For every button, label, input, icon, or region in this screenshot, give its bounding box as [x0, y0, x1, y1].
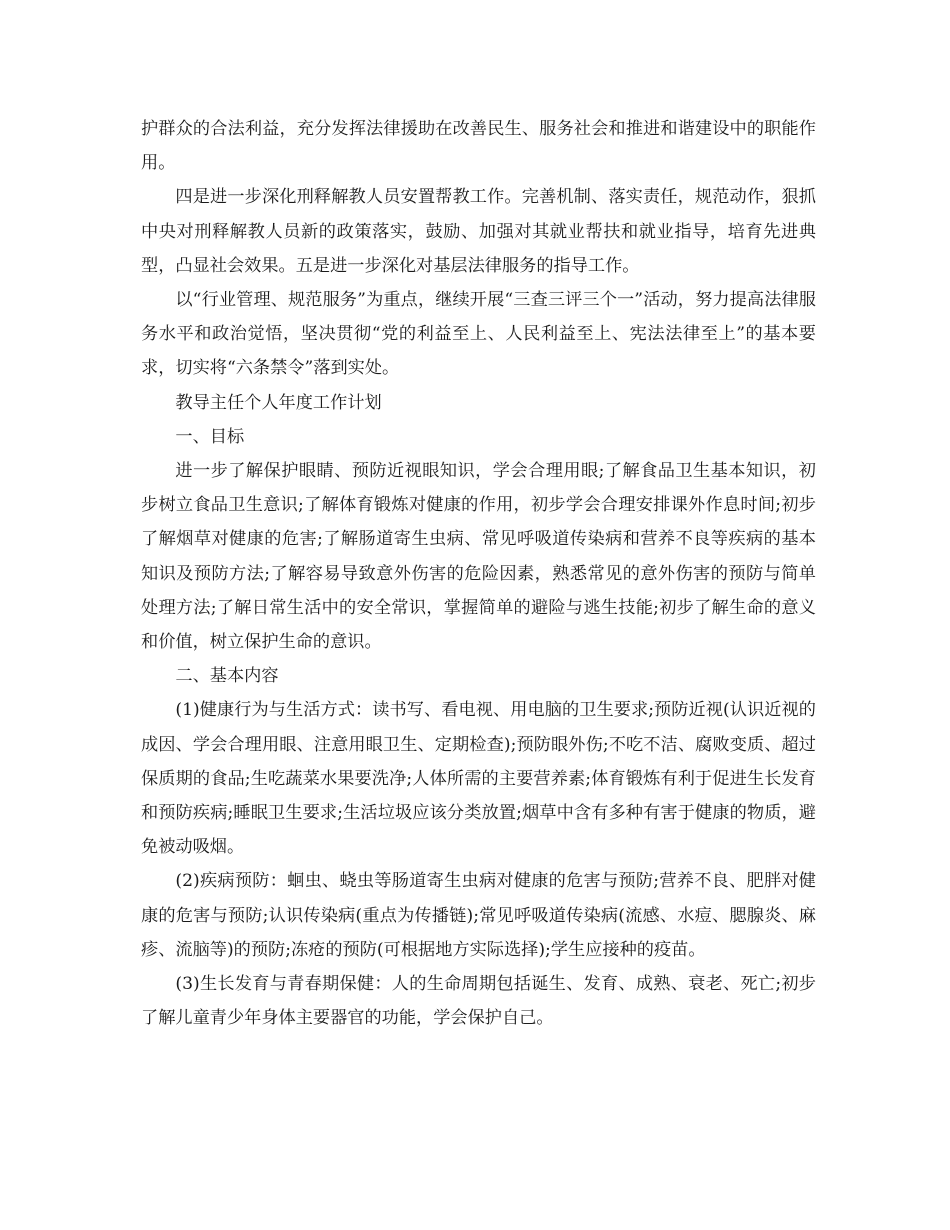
paragraph-goals: 进一步了解保护眼睛、预防近视眼知识，学会合理用眼;了解食品卫生基本知识，初步树立食品卫生意识;了解体育锻炼对健康的作用，初步学会合理安排课外作息时间;初步了解烟草对健康的危害;了解肠道寄生虫病、常见呼吸道传染病和营养不良等疾病的基本知识及预防方法;了解容易导致意外伤害的危险因素，熟悉常见的意外伤害的预防与简单处理方法;了解日常生活中的安全常识，掌握简单的避险与逃生技能;初步了解生命的意义和价值，树立保护生命的意识。	[141, 461, 816, 653]
paragraph-resettlement-work: 四是进一步深化刑释解教人员安置帮教工作。完善机制、落实责任，规范动作，狠抓中央对刑释解教人员新的政策落实，鼓励、加强对其就业帮扶和就业指导，培育先进典型，凸显社会效果。五是进一步深化对基层法律服务的指导工作。	[141, 187, 816, 276]
paragraph-legal-service: 以“行业管理、规范服务”为重点，继续开展“三查三评三个一”活动，努力提高法律服务水平和政治觉悟，坚决贯彻“党的利益至上、人民利益至上、宪法法律至上”的基本要求，切实将“六条禁令”落到实处。	[141, 290, 816, 379]
paragraph-continuation: 护群众的合法利益，充分发挥法律援助在改善民生、服务社会和推进和谐建设中的职能作用。	[141, 119, 816, 174]
document-body	[141, 112, 816, 1035]
paragraph-health-behavior: (1)健康行为与生活方式：读书写、看电视、用电脑的卫生要求;预防近视(认识近视的成因、学会合理用眼、注意用眼卫生、定期检查);预防眼外伤;不吃不洁、腐败变质、超过保质期的食品;生吃蔬菜水果要洗净;人体所需的主要营养素;体育锻炼有利于促进生长发育和预防疾病;睡眠卫生要求;生活垃圾应该分类放置;烟草中含有多种有害于健康的物质，避免被动吸烟。	[141, 700, 816, 858]
heading-goals: 一、目标	[175, 426, 245, 447]
paragraph-growth-development: (3)生长发育与青春期保健：人的生命周期包括诞生、发育、成熟、衰老、死亡;初步了解儿童青少年身体主要器官的功能，学会保护自己。	[141, 974, 816, 1029]
paragraph-disease-prevention: (2)疾病预防：蛔虫、蛲虫等肠道寄生虫病对健康的危害与预防;营养不良、肥胖对健康的危害与预防;认识传染病(重点为传播链);常见呼吸道传染病(流感、水痘、腮腺炎、麻疹、流脑等)的预防;冻疮的预防(可根据地方实际选择);学生应接种的疫苗。	[141, 871, 816, 960]
heading-basic-content: 二、基本内容	[175, 666, 279, 687]
section-title: 教导主任个人年度工作计划	[175, 392, 382, 413]
